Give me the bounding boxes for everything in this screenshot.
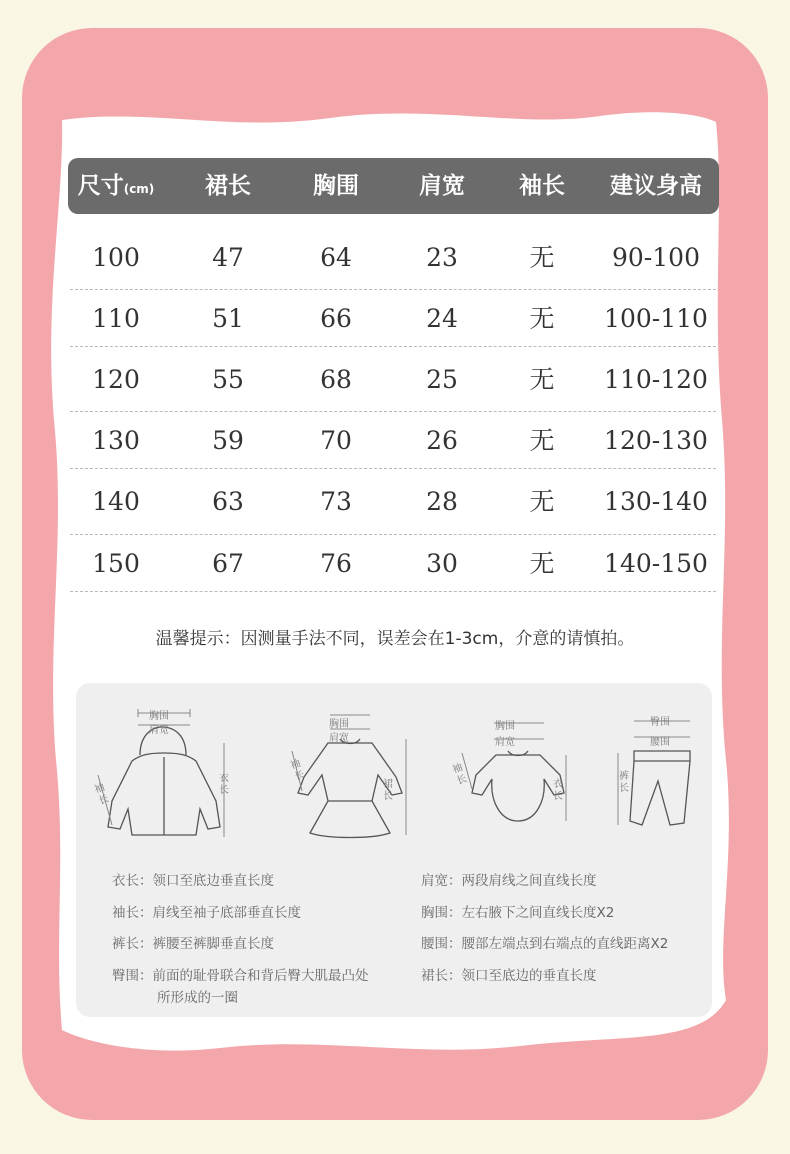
jacket-sleeve-label: 袖长: [93, 782, 111, 808]
cell-chest: 76: [320, 549, 352, 578]
table-row: [68, 289, 719, 349]
cell-shoulder: 28: [426, 487, 458, 516]
cell-sleeve: 无: [529, 304, 555, 333]
cell-skirt-length: 67: [212, 549, 244, 578]
cell-height: 140-150: [604, 549, 708, 578]
definition-item: 臀围：前面的耻骨联合和背后臀大肌最凸处: [112, 968, 369, 984]
cell-shoulder: 25: [426, 365, 458, 394]
romper-chest-label: 胸围: [495, 721, 515, 732]
cell-shoulder: 26: [426, 426, 458, 455]
cell-height: 100-110: [604, 304, 708, 333]
jacket-shoulder-label: 肩宽: [149, 725, 169, 736]
dress-chest-label: 胸围: [329, 719, 349, 730]
cell-sleeve: 无: [529, 365, 555, 394]
cell-sleeve: 无: [529, 426, 555, 455]
definition-item: 裤长：裤腰至裤脚垂直长度: [112, 936, 274, 952]
cell-size: 130: [92, 426, 140, 455]
row-divider: [70, 468, 716, 469]
definition-item: 裙长：领口至底边的垂直长度: [421, 968, 597, 984]
jacket-chest-label: 胸围: [149, 711, 169, 722]
cell-shoulder: 23: [426, 243, 458, 272]
romper-sleeve-label: 袖长: [451, 762, 469, 788]
table-row: [68, 534, 719, 594]
header-skirt-length: 裙长: [205, 173, 251, 199]
cell-skirt-length: 59: [212, 426, 244, 455]
cell-height: 130-140: [604, 487, 708, 516]
table-row: [68, 228, 719, 288]
definition-item: 肩宽：两段肩线之间直线长度: [421, 873, 597, 889]
cell-size: 120: [92, 365, 140, 394]
cell-size: 110: [92, 304, 140, 333]
table-row: [68, 411, 719, 471]
cell-sleeve: 无: [529, 487, 555, 516]
measurement-guide: [76, 683, 712, 1017]
cell-chest: 73: [320, 487, 352, 516]
cell-chest: 66: [320, 304, 352, 333]
header-size: 尺寸(cm): [77, 173, 155, 199]
cell-skirt-length: 47: [212, 243, 244, 272]
romper-illustration: [454, 717, 584, 827]
cell-height: 90-100: [612, 243, 700, 272]
cell-sleeve: 无: [529, 549, 555, 578]
dress-illustration: [288, 711, 418, 841]
cell-skirt-length: 63: [212, 487, 244, 516]
header-shoulder: 肩宽: [419, 173, 465, 199]
cell-height: 110-120: [604, 365, 708, 394]
romper-length-label: 衣长: [553, 779, 563, 802]
romper-shoulder-label: 肩宽: [495, 737, 515, 748]
dress-sleeve-label: 袖长: [289, 758, 307, 784]
dress-length-label: 裙长: [383, 779, 393, 802]
table-row: [68, 472, 719, 532]
cell-size: 140: [92, 487, 140, 516]
cell-height: 120-130: [604, 426, 708, 455]
cell-size: 150: [92, 549, 140, 578]
row-divider: [70, 346, 716, 347]
measurement-note: 温馨提示：因测量手法不同，误差会在1-3cm，介意的请慎拍。: [155, 629, 635, 649]
cell-chest: 68: [320, 365, 352, 394]
definition-item: 胸围：左右腋下之间直线长度X2: [421, 905, 615, 921]
cell-shoulder: 24: [426, 304, 458, 333]
cell-skirt-length: 51: [212, 304, 244, 333]
pants-hip-label: 臀围: [650, 717, 670, 728]
cell-chest: 70: [320, 426, 352, 455]
header-chest: 胸围: [313, 173, 359, 199]
cell-sleeve: 无: [529, 243, 555, 272]
cell-size: 100: [92, 243, 140, 272]
cell-skirt-length: 55: [212, 365, 244, 394]
table-header: [68, 158, 719, 214]
cell-shoulder: 30: [426, 549, 458, 578]
dress-shoulder-label: 肩宽: [329, 733, 349, 744]
cell-chest: 64: [320, 243, 352, 272]
row-divider: [70, 591, 716, 592]
table-row: [68, 350, 719, 410]
pants-length-label: 裤长: [619, 771, 629, 794]
pants-waist-label: 腰围: [650, 737, 670, 748]
header-height: 建议身高: [610, 173, 702, 199]
definition-item: 腰围：腰部左端点到右端点的直线距离X2: [421, 936, 669, 952]
definition-item: 袖长：肩线至袖子底部垂直长度: [112, 905, 301, 921]
definition-item: 衣长：领口至底边垂直长度: [112, 873, 274, 889]
header-sleeve: 袖长: [519, 173, 565, 199]
jacket-length-label: 衣长: [219, 773, 229, 796]
definition-continuation: 所形成的一圈: [157, 990, 238, 1006]
